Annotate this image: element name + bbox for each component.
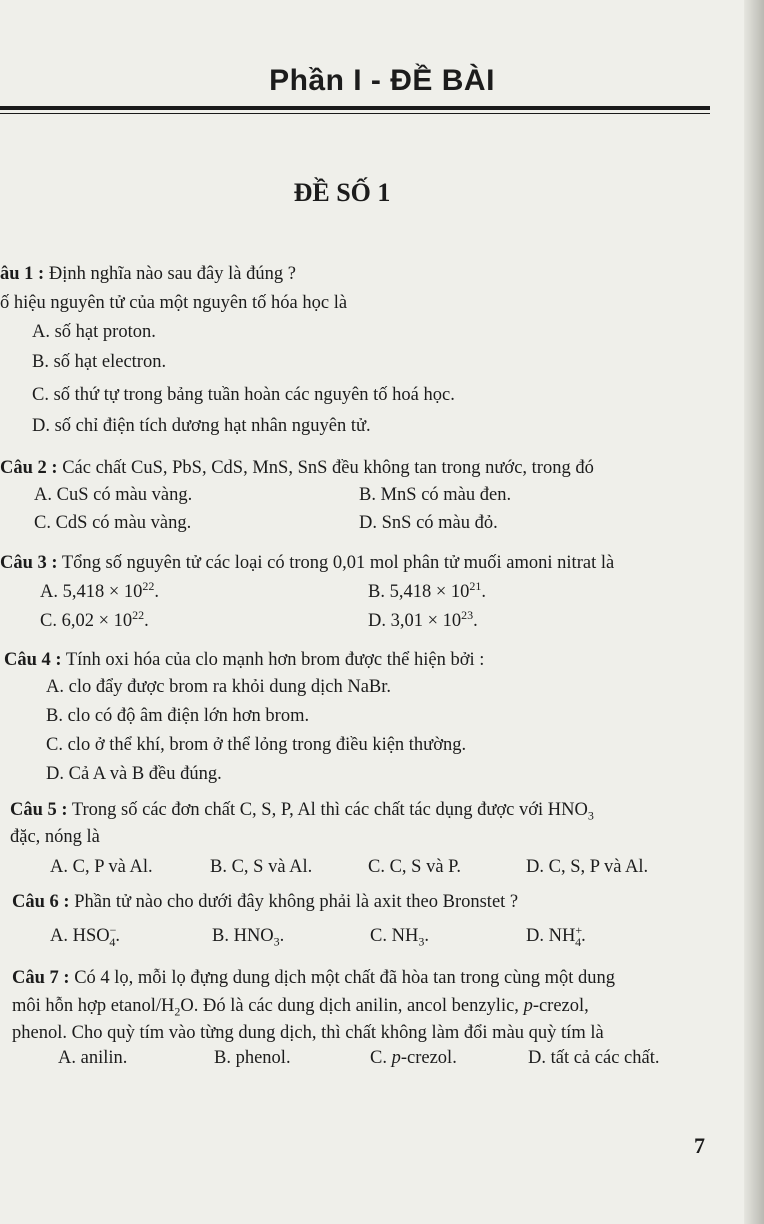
q4-option-a: A. clo đẩy được brom ra khỏi dung dịch NaBr. — [46, 677, 392, 697]
q7-option-d: D. tất cả các chất. — [528, 1048, 660, 1068]
q5-option-a: A. C, P và Al. — [50, 857, 153, 877]
q2-option-c: C. CdS có màu vàng. — [34, 513, 192, 533]
exam-title: ĐỀ SỐ 1 — [293, 178, 391, 207]
q6-option-a: A. $HSO^-_4$. — [50, 922, 121, 949]
q7-option-c: C. p-crezol. — [370, 1048, 457, 1068]
q7-option-a: A. anilin. — [58, 1048, 128, 1068]
q6-option-b: B. $HNO_3$. — [212, 926, 285, 949]
q1-option-a: A. số hạt proton. — [32, 322, 156, 342]
q5-option-d: D. C, S, P và Al. — [526, 857, 649, 877]
q1-option-c: C. số thứ tự trong bảng tuần hoàn các nguyên tố hoá học. — [32, 385, 455, 405]
question-7: Câu 7 : Có 4 lọ, mỗi lọ đựng dung dịch một chất đã hòa tan trong cùng một dung — [12, 968, 615, 988]
q4-option-d: D. Cả A và B đều đúng. — [46, 764, 222, 784]
q6-option-c: C. $NH_3$. — [370, 926, 429, 949]
title-rule-thin — [0, 113, 710, 114]
q2-option-d: D. SnS có màu đỏ. — [359, 513, 498, 533]
q7-option-b: B. phenol. — [214, 1048, 291, 1068]
question-6: Câu 6 : Phần tử nào cho dưới đây không phải là axit theo Bronstet ? — [12, 892, 519, 912]
q6-option-d: D. $NH^+_4$. — [526, 922, 586, 949]
q2-option-a: A. CuS có màu vàng. — [34, 485, 193, 505]
question-7-line-2: môi hỗn hợp etanol/$H_2O$. Đó là các dung dịch anilin, ancol benzylic, p-crezol, — [12, 996, 589, 1019]
q3-option-c: C. $6,02 \times 10^{22}$. — [40, 607, 149, 631]
question-4: Câu 4 : Tính oxi hóa của clo mạnh hơn brom được thể hiện bởi : — [4, 650, 485, 670]
question-1-stem: ố hiệu nguyên tử của một nguyên tố hóa học là — [0, 293, 348, 313]
page-number: 7 — [694, 1133, 705, 1158]
q5-option-c: C. C, S và P. — [368, 857, 462, 877]
q3-option-a: A. $5,418 \times 10^{22}$. — [40, 578, 160, 602]
q1-option-b: B. số hạt electron. — [32, 352, 167, 372]
question-3: Câu 3 : Tổng số nguyên tử các loại có trong 0,01 mol phân tử muối amoni nitrat là — [0, 553, 615, 573]
part-title: Phần I - ĐỀ BÀI — [269, 64, 495, 97]
q2-option-b: B. MnS có màu đen. — [359, 485, 512, 505]
question-5: Câu 5 : Trong số các đơn chất C, S, P, Al thì các chất tác dụng được với $HNO_3$ — [10, 800, 594, 823]
q3-option-b: B. $5,418 \times 10^{21}$. — [368, 578, 487, 602]
q4-option-b: B. clo có độ âm điện lớn hơn brom. — [46, 706, 310, 726]
q1-option-d: D. số chỉ điện tích dương hạt nhân nguyên tử. — [32, 416, 371, 436]
question-1: âu 1 : Định nghĩa nào sau đây là đúng ? — [0, 264, 296, 284]
q3-option-d: D. $3,01 \times 10^{23}$. — [368, 607, 478, 631]
q4-option-c: C. clo ở thể khí, brom ở thể lỏng trong điều kiện thường. — [46, 735, 467, 755]
question-5-stem: đặc, nóng là — [10, 827, 100, 847]
question-7-line-3: phenol. Cho quỳ tím vào từng dung dịch, thì chất không làm đổi màu quỳ tím là — [12, 1023, 604, 1043]
q5-option-b: B. C, S và Al. — [210, 857, 313, 877]
title-rule-thick — [0, 106, 710, 110]
question-2: Câu 2 : Các chất CuS, PbS, CdS, MnS, SnS đều không tan trong nước, trong đó — [0, 458, 594, 478]
book-binding-shadow — [744, 0, 764, 1224]
